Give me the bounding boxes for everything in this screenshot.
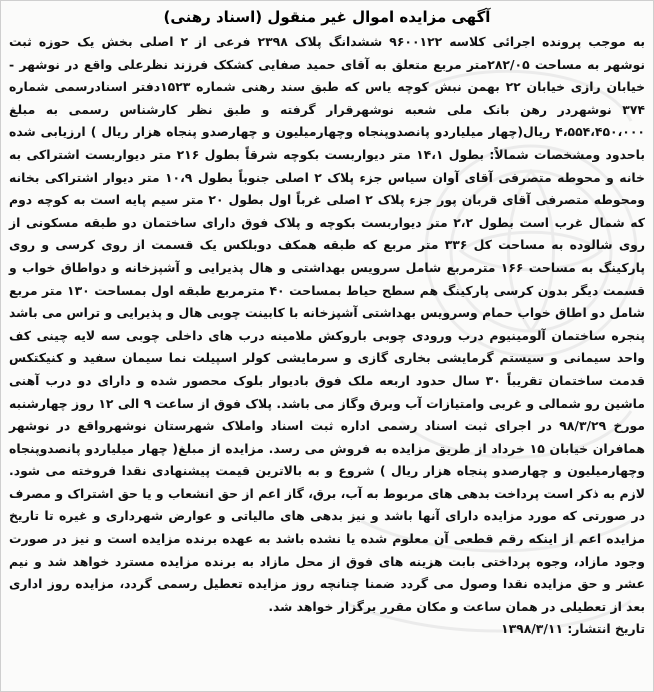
notice-title: آگهی مزایده اموال غیر منقول (اسناد رهنی) [163, 8, 491, 26]
publish-date-label: تاریخ انتشار: [567, 621, 645, 637]
publish-date: ۱۳۹۸/۳/۱۱ [501, 621, 564, 637]
publish-line [9, 618, 645, 641]
notice-body: به موجب پرونده اجرائی کلاسه ۹۶۰۰۱۲۲ ششدانگ پلاک ۲۳۹۸ فرعی از ۲ اصلی بخش یک حوزه ثبت نوشهر به مساحت ۲۸۲/۰۵متر مربع متعلق به آقای حمید صفایی کشکک فرزند نظرعلی واقع در نوشهر - خیابان رازی خیابان ۲۲ بهمن نبش کوچه یاس که طبق سند رهنی شماره ۱۵۲۳دفتر اسنادرسمی شماره ۳۷۴ نوشهردر رهن بانک ملی شعبه نوشهرقرار گرفته و طبق نظر کارشناس رسمی به مبلغ ۴،۵۵۴،۴۵۰،۰۰۰ ریال(چهار میلیاردو پانصدوپنجاه وچهارمیلیون و چهارصدو پنجاه هزار ریال ) ارزیابی شده باحدود ومشخصات شمالاً: بطول ۱۴،۱ متر دیواربست بکوچه شرقاً بطول ۲۱۶ متر دیواربست اشتراکی به خانه و محوطه متصرفی آقای آوان سیاس جزء پلاک ۲ اصلی جنوباً بطول ۱۰،۹ متر دیوار اشتراکی بخانه ومحوطه متصرفی آقای قربان پور جزء پلاک ۲ اصلی غرباً اول بطول ۲۰ متر سیم پایه است به کوچه دوم که شمال غرب است بطول ۲،۲ متر دیواربست بکوچه و پلاک فوق دارای ساختمان دو طبقه مسکونی از روی شالوده به مساحت کل ۳۳۶ متر مربع که طبقه همکف دوبلکس یک قسمت از روی کرسی و روی پارکینگ به مساحت ۱۶۶ مترمربع شامل سرویس بهداشتی و هال پذیرایی و آشپزخانه و دواطاق خواب و قسمت دیگر بدون کرسی پارکینگ هم سطح حیاط بمساحت ۴۰ مترمربع طبقه اول بمساحت ۱۳۰ متر مربع شامل دو اطاق خواب حمام وسرویس بهداشتی آشپزخانه با کابینت چوبی هال و پذیرایی و تراس می باشد پنجره ساختمان آلومینیوم درب ورودی چوبی باروکش ملامینه درب های داخلی چوبی سه لایه چینی کف واحد سیمانی و سیستم گرمایشی بخاری گازی و سرمایشی کولر اسپیلت نما سیمان سفید و کنیکتکس قدمت ساختمان تقریباً ۳۰ سال حدود اربعه ملک فوق بادیوار بلوک محصور شده و دارای دو درب آهنی ماشین رو شمالی و غربی وامتیازات آب وبرق وگاز می باشد. پلاک فوق از ساعت ۹ الی ۱۲ روز چهارشنبه مورخ ۹۸/۳/۲۹ در اجرای ثبت اسناد رسمی اداره ثبت اسناد واملاک شهرستان نوشهرواقع در نوشهر همافران خیابان ۱۵ خرداد از طریق مزایده به فروش می رسد. مزایده از مبلغ( چهار میلیاردو پانصدوپنجاه وچهارمیلیون و چهارصدو پنجاه هزار ریال ) شروع و به بالاترین قیمت پیشنهادی نقدا فروخته می شود. لازم به ذکر است پرداخت بدهی های مربوط به آب، برق، گاز اعم از حق انشعاب و یا حق اشتراک و مصرف در صورتی که مورد مزایده دارای آنها باشد و نیز بدهی های مالیاتی و عوارض شهرداری و غیره تا تاریخ مزایده اعم از اینکه رقم قطعی آن معلوم شده یا نشده باشد به عهده برنده مزایده است و نیز در صورت وجود مازاد، وجوه پرداختی بابت هزینه های فوق از محل مازاد به برنده مزایده مسترد خواهد شد و نیم عشر و حق مزایده نقدا وصول می گردد ضمنا چنانچه روز مزایده تعطیل رسمی گردد، مزایده روز اداری بعد از تعطیلی در همان ساعت و مکان مقرر برگزار خواهد شد. [9, 34, 646, 614]
